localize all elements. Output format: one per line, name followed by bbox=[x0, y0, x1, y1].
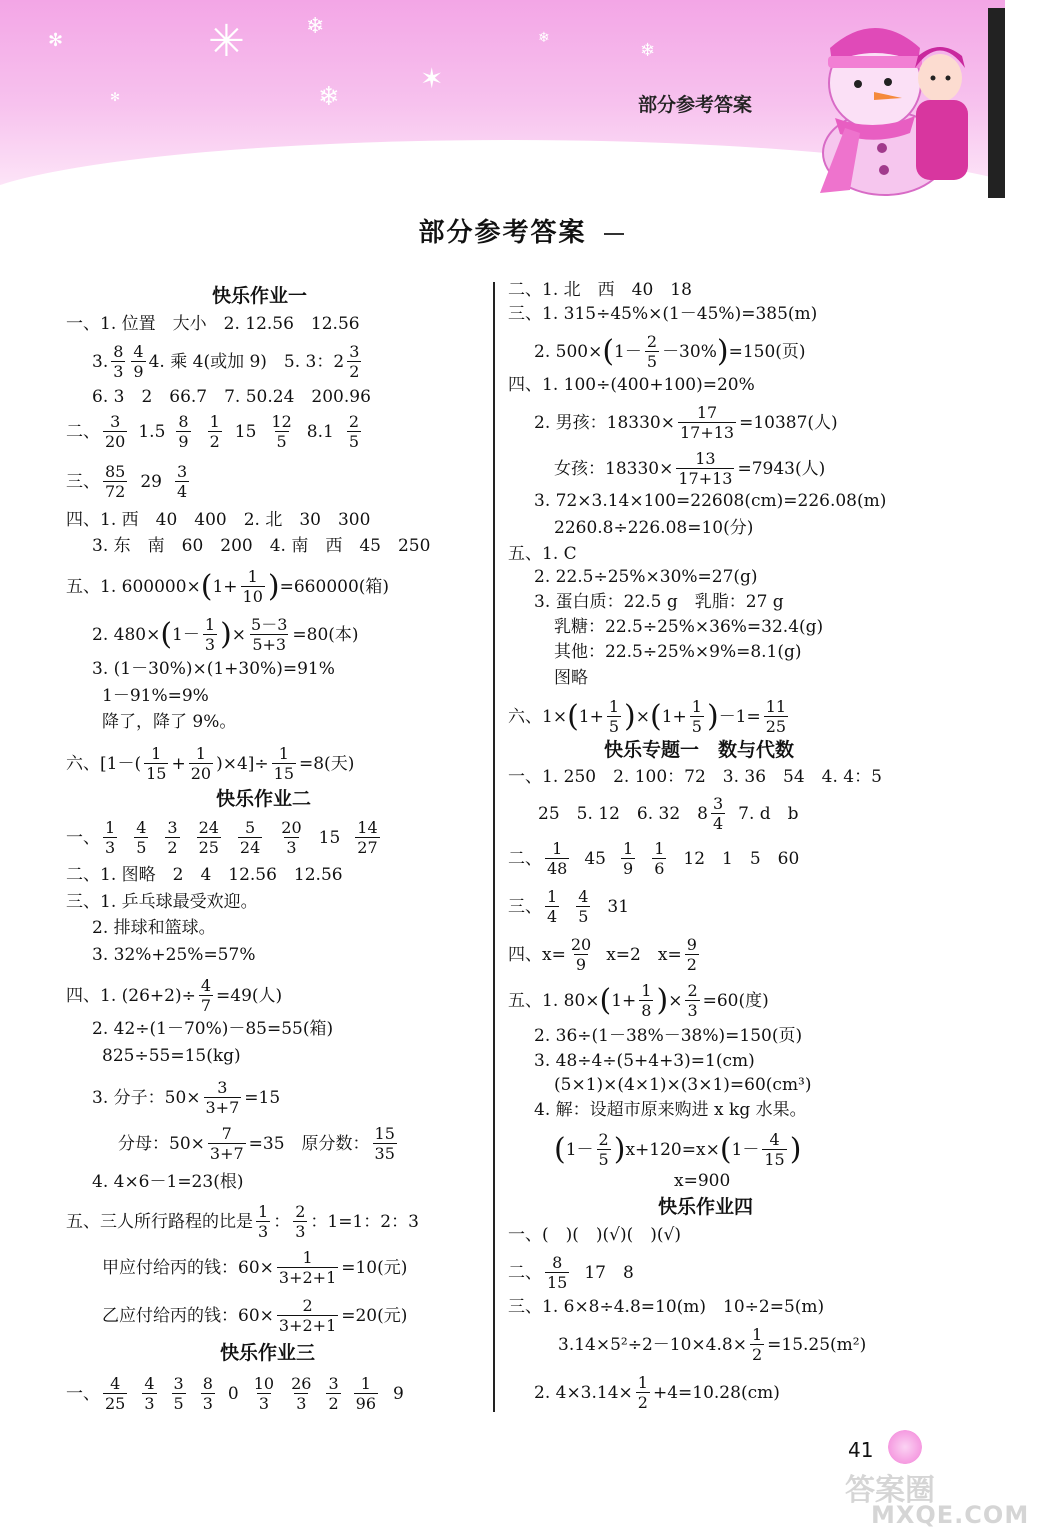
column-divider bbox=[493, 282, 495, 1412]
answer-line: 三、1. 6×8÷4.8=10(m) 10÷2=5(m) bbox=[508, 1297, 825, 1317]
snowman-illustration-icon bbox=[790, 8, 1005, 198]
answer-line: 二、 $\frac{3}{20}$ 1.5 $\frac{8}{9}$ $\frac{1}{2}$ 15 $\frac{12}{5}$ 8.1 $\frac{2}{5}$ bbox=[66, 412, 360, 451]
answer-line: 4. 4×6－1=23(根) bbox=[92, 1172, 244, 1192]
answer-line: 2. 480× ( 1－ $\frac{1}{3}$ ) × $\frac{5-3}{5+3}$ =80(本) bbox=[92, 615, 359, 654]
fraction: $\frac{3}{2}$ bbox=[349, 342, 360, 381]
answer-line: 2260.8÷226.08=10(分) bbox=[554, 518, 754, 538]
snowflake-icon: ✻ bbox=[48, 30, 64, 51]
answer-line: 3. 蛋白质：22.5 g 乳脂：27 g bbox=[534, 592, 784, 612]
answer-line: 五、1. C bbox=[508, 544, 577, 564]
answer-line: 2. 22.5÷25%×30%=27(g) bbox=[534, 567, 758, 587]
snowflake-icon: ❄ bbox=[538, 30, 550, 46]
section-heading: 快乐作业四 bbox=[658, 1196, 754, 1218]
answer-line: 三、1. 乒乓球最受欢迎。 bbox=[66, 892, 258, 912]
snowflake-icon: ❄ bbox=[318, 82, 340, 112]
answer-line: 3. 分子：50× $\frac{3}{3+7}$ =15 bbox=[92, 1078, 281, 1117]
answer-line: 图略 bbox=[554, 668, 588, 688]
answer-line: 其他：22.5÷25%×9%=8.1(g) bbox=[554, 642, 802, 662]
flower-icon bbox=[888, 1430, 922, 1464]
snowflake-icon: ✻ bbox=[110, 90, 121, 104]
answer-line: 五、1. 80× ( 1+ $\frac{1}{8}$ ) × $\frac{2}{3}$ =60(度) bbox=[508, 981, 769, 1020]
answer-line: 3. (1－30%)×(1+30%)=91% bbox=[92, 659, 335, 679]
answer-line: 4. 解：设超市原来购进 x kg 水果。 bbox=[534, 1100, 807, 1120]
answer-line: 五、三人所行路程的比是 $\frac{1}{3}$ ： $\frac{2}{3}$ ：1=1：2：3 bbox=[66, 1202, 419, 1241]
snowflake-icon: ❄ bbox=[640, 40, 656, 61]
section-heading: 快乐作业三 bbox=[220, 1342, 316, 1364]
answer-line: 四、1. (26+2)÷ $\frac{4}{7}$ =49(人) bbox=[66, 976, 283, 1015]
answer-line: 3. 32%+25%=57% bbox=[92, 945, 256, 965]
answer-line: 甲应付给丙的钱：60× $\frac{1}{3+2+1}$ =10(元) bbox=[102, 1248, 408, 1287]
answer-line: 一、( )( )(√)( )(√) bbox=[508, 1225, 681, 1245]
answer-line: 6. 3 2 66.7 7. 50.24 200.96 bbox=[92, 387, 371, 407]
answer-line: 2. 36÷(1－38%－38%)=150(页) bbox=[534, 1026, 803, 1046]
answer-line: 女孩：18330× $\frac{13}{17+13}$ =7943(人) bbox=[554, 449, 826, 488]
answer-line: 降了，降了 9%。 bbox=[102, 712, 237, 732]
answer-line: 一、 $\frac{4}{25}$ $\frac{4}{3}$ $\frac{3}{5}$ $\frac{8}{3}$ 0 $\frac{10}{3}$ $\frac{26}{3}$ $\frac{3}{2}$ $\frac{1}{96}$ 9 bbox=[66, 1374, 404, 1413]
answer-line: x=900 bbox=[674, 1171, 731, 1191]
answer-line: 2. 500× ( 1－ $\frac{2}{5}$ －30% ) =150(页) bbox=[534, 332, 806, 371]
answer-line: 3.14×5²÷2－10×4.8× $\frac{1}{2}$ =15.25(m²) bbox=[558, 1325, 867, 1364]
answer-line: 2. 排球和篮球。 bbox=[92, 918, 216, 938]
answer-line: 六、1× ( 1+ $\frac{1}{5}$ ) × ( 1+ $\frac{1}{5}$ ) －1= $\frac{11}{25}$ bbox=[508, 697, 787, 736]
fraction: $\frac{4}{9}$ bbox=[133, 342, 144, 381]
answer-line: 三、 $\frac{85}{72}$ 29 $\frac{3}{4}$ bbox=[66, 462, 188, 501]
watermark-logo: 答案圈 MXQE.COM bbox=[845, 1473, 1030, 1529]
answer-line: 一、1. 位置 大小 2. 12.56 12.56 bbox=[66, 314, 360, 334]
answer-line: 分母：50× $\frac{7}{3+7}$ =35 原分数： $\frac{15}{35}$ bbox=[118, 1124, 395, 1163]
fraction: $\frac{8}{3}$ bbox=[113, 342, 124, 381]
page-number: 41 bbox=[848, 1438, 874, 1462]
answer-line: (5×1)×(4×1)×(3×1)=60(cm³) bbox=[554, 1075, 812, 1095]
answer-line: 1－91%=9% bbox=[102, 686, 209, 706]
answer-line: 2. 42÷(1－70%)－85=55(箱) bbox=[92, 1019, 334, 1039]
snowflake-icon: ✳ bbox=[208, 16, 245, 67]
snowflake-icon: ✶ bbox=[420, 62, 444, 95]
answer-line: 2. 4×3.14× $\frac{1}{2}$ +4=10.28(cm) bbox=[534, 1373, 780, 1412]
section-heading: 快乐专题一 数与代数 bbox=[604, 739, 795, 761]
header-banner bbox=[0, 0, 1005, 190]
section-heading: 快乐作业一 bbox=[212, 285, 308, 307]
banner-label: 部分参考答案 bbox=[638, 94, 753, 116]
answer-line: 3. 72×3.14×100=22608(cm)=226.08(m) bbox=[534, 491, 887, 511]
snowflake-icon: ❄ bbox=[306, 14, 325, 39]
answer-line: 二、 $\frac{8}{15}$ 17 8 bbox=[508, 1253, 634, 1292]
section-heading: 快乐作业二 bbox=[216, 788, 312, 810]
answer-line: 四、1. 100÷(400+100)=20% bbox=[508, 375, 755, 395]
page-title: 部分参考答案 bbox=[418, 218, 587, 248]
answer-line: 一、 $\frac{1}{3}$ $\frac{4}{5}$ $\frac{3}{2}$ $\frac{24}{25}$ $\frac{5}{24}$ $\frac{20}{3}$ 15 $\frac{14}{27}$ bbox=[66, 818, 378, 857]
answer-line: 四、x= $\frac{20}{9}$ x=2 x= $\frac{9}{2}$ bbox=[508, 935, 697, 974]
answer-line: 3. 48÷4÷(5+4+3)=1(cm) bbox=[534, 1051, 755, 1071]
answer-line: 一、1. 250 2. 100：72 3. 36 54 4. 4：5 bbox=[508, 767, 882, 787]
answer-line: 六、[1－( $\frac{1}{15}$ + $\frac{1}{20}$ )×4]÷ $\frac{1}{15}$ =8(天) bbox=[66, 744, 355, 783]
answer-line: 3. 东 南 60 200 4. 南 西 45 250 bbox=[92, 536, 431, 556]
answer-line: 二、1. 图略 2 4 12.56 12.56 bbox=[66, 865, 343, 885]
title-dash bbox=[604, 233, 624, 235]
answer-line: 乳糖：22.5÷25%×36%=32.4(g) bbox=[554, 617, 824, 637]
answer-line: 二、 $\frac{1}{48}$ 45 $\frac{1}{9}$ $\frac{1}{6}$ 12 1 5 60 bbox=[508, 839, 800, 878]
answer-line: 三、1. 315÷45%×(1－45%)=385(m) bbox=[508, 304, 818, 324]
answer-line: 五、1. 600000× ( 1+ $\frac{1}{10}$ ) =660000(箱) bbox=[66, 567, 390, 606]
answer-line: 25 5. 12 6. 32 8 $\frac{3}{4}$ 7. d b bbox=[538, 794, 799, 833]
answer-line: 825÷55=15(kg) bbox=[102, 1046, 241, 1066]
answer-line: 二、1. 北 西 40 18 bbox=[508, 280, 692, 300]
answer-line: ( 1－ $\frac{2}{5}$ ) x+120=x× ( 1－ $\frac{4}{15}$ ) bbox=[554, 1130, 802, 1169]
answer-line: 四、1. 西 40 400 2. 北 30 300 bbox=[66, 510, 371, 530]
answer-line: 3. $\frac{8}{3}$ $\frac{4}{9}$ 4. 乘 4(或加 9) 5. 3：2 $\frac{3}{2}$ bbox=[92, 342, 360, 381]
answer-line: 乙应付给丙的钱：60× $\frac{2}{3+2+1}$ =20(元) bbox=[102, 1296, 408, 1335]
answer-line: 三、 $\frac{1}{4}$ $\frac{4}{5}$ 31 bbox=[508, 887, 630, 926]
answer-line: 2. 男孩：18330× $\frac{17}{17+13}$ =10387(人) bbox=[534, 403, 838, 442]
